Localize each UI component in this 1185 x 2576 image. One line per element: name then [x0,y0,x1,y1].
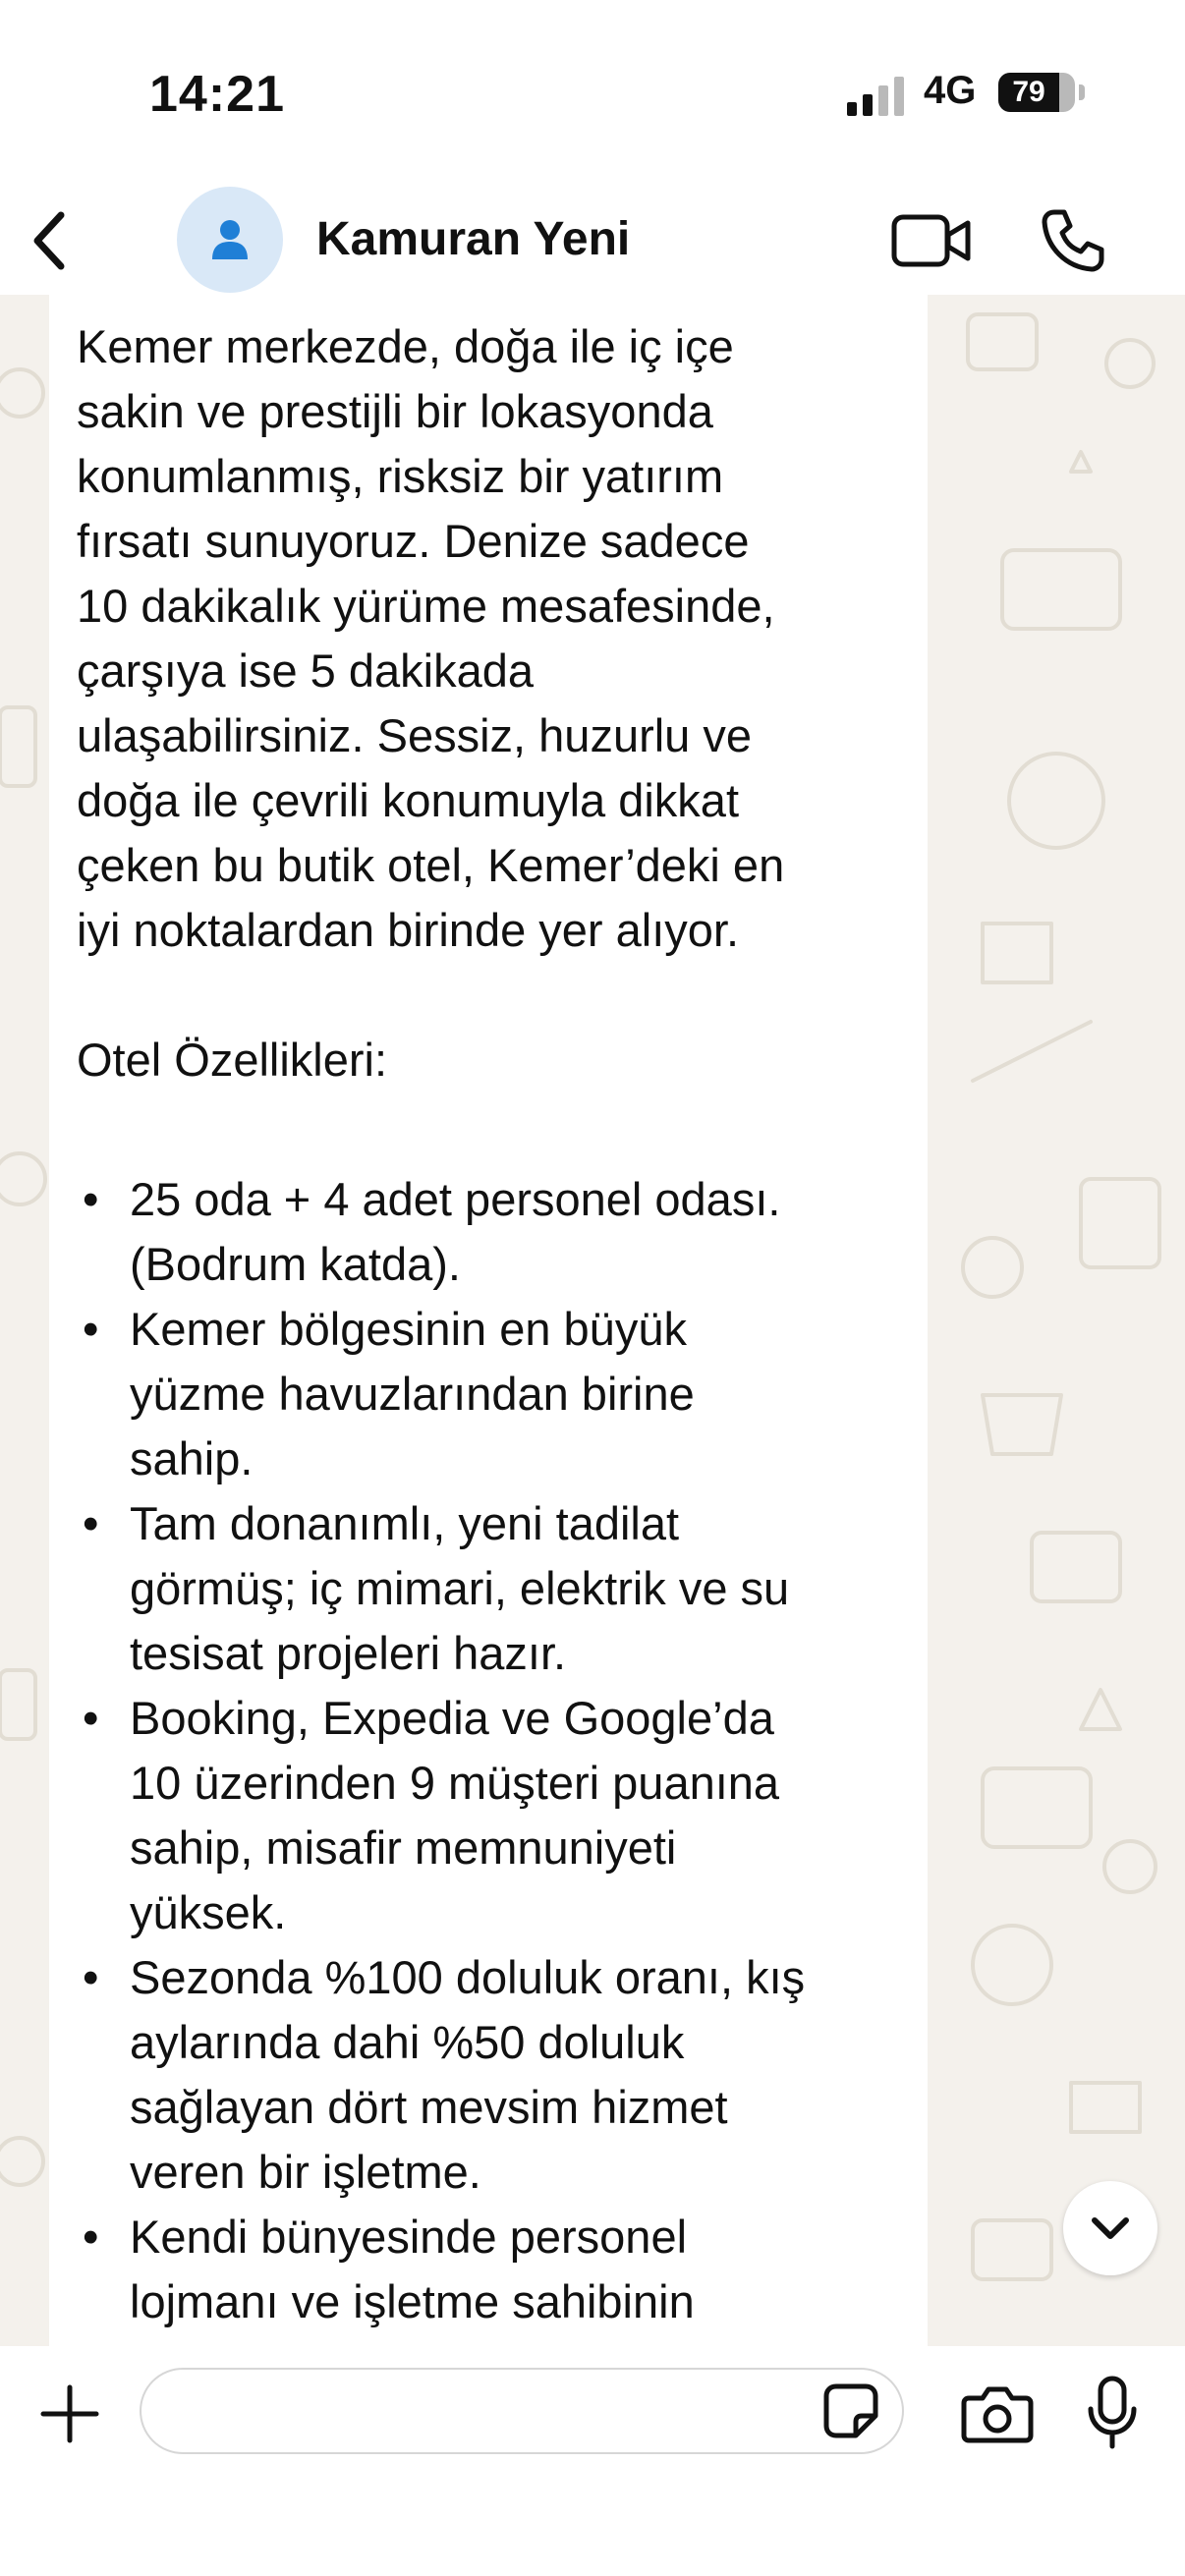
message-line: 10 dakikalık yürüme mesafesinde, [77,580,775,632]
feature-line: aylarında dahi %50 doluluk [130,2016,685,2068]
battery-cap [1079,84,1085,100]
bullet: • [83,1692,99,1744]
feature-line: tesisat projeleri hazır. [130,1627,567,1679]
message-line: çarşıya ise 5 dakikada [77,644,535,697]
home-indicator [413,2543,772,2554]
features-heading: Otel Özellikleri: [77,1034,388,1086]
back-button[interactable] [20,196,79,285]
feature-line: Booking, Expedia ve Google’da [130,1692,774,1744]
chat-area[interactable] [0,295,1185,2346]
message-line: doğa ile çevrili konumuyla dikkat [77,774,739,826]
feature-list [77,1167,902,2334]
scroll-to-bottom-button[interactable] [1063,2181,1157,2275]
phone-icon [1041,208,1105,273]
network-type: 4G [924,69,977,112]
message-line: sakin ve prestijli bir lokasyonda [77,385,713,437]
feature-line: 25 oda + 4 adet personel odası. [130,1173,781,1225]
status-time: 14:21 [149,66,285,123]
bullet: • [83,1497,99,1549]
chat-header [0,187,1185,295]
attach-button[interactable] [29,2374,110,2454]
bullet: • [83,2211,99,2263]
message-line: çeken bu butik otel, Kemer’deki en [77,839,785,891]
message-input-bar [0,2346,1185,2576]
chevron-left-icon [29,209,69,272]
sticker-button[interactable] [814,2372,888,2450]
battery-icon [998,73,1075,112]
battery-percentage: 79 [1012,76,1045,108]
feature-item [77,1167,902,1297]
message-line: Kemer merkezde, doğa ile iç içe [77,320,734,372]
message-bubble[interactable] [49,295,928,2346]
feature-line: görmüş; iç mimari, elektrik ve su [130,1562,790,1614]
feature-item [77,1945,902,2205]
feature-line: yüzme havuzlarından birine [130,1368,695,1420]
contact-avatar[interactable] [177,187,283,293]
camera-button[interactable] [953,2374,1042,2454]
feature-line: yüksek. [130,1886,287,1938]
feature-line: lojmanı ve işletme sahibinin [130,2275,695,2327]
feature-item [77,1491,902,1686]
sticker-icon [822,2382,879,2439]
message-line: fırsatı sunuyoruz. Denize sadece [77,515,750,567]
microphone-button[interactable] [1075,2366,1150,2460]
feature-item [77,1686,902,1945]
video-call-button[interactable] [888,196,975,285]
message-paragraph [77,314,902,963]
chevron-down-icon [1089,2214,1132,2242]
feature-line: sağlayan dört mevsim hizmet [130,2081,728,2133]
feature-line: sahip. [130,1432,254,1484]
signal-strength-icon [847,77,906,116]
message-line: konumlanmış, risksiz bir yatırım [77,450,724,502]
feature-line: Kemer bölgesinin en büyük [130,1303,687,1355]
voice-call-button[interactable] [1032,196,1114,285]
status-bar [0,0,1185,187]
feature-line: Kendi bünyesinde personel [130,2211,688,2263]
feature-line: Tam donanımlı, yeni tadilat [130,1497,680,1549]
camera-icon [961,2384,1034,2443]
person-icon [210,218,250,261]
message-line: ulaşabilirsiniz. Sessiz, huzurlu ve [77,709,753,761]
microphone-icon [1086,2376,1139,2450]
feature-line: Sezonda %100 doluluk oranı, kış [130,1951,806,2003]
feature-item [77,1297,902,1491]
message-input[interactable] [140,2368,904,2454]
bullet: • [83,1173,99,1225]
feature-item [77,2205,902,2334]
bullet: • [83,1303,99,1355]
feature-line: sahip, misafir memnuniyeti [130,1821,677,1874]
feature-line: veren bir işletme. [130,2146,481,2198]
feature-line: 10 üzerinden 9 müşteri puanına [130,1757,780,1809]
message-line: iyi noktalardan birinde yer alıyor. [77,904,740,956]
contact-name[interactable]: Kamuran Yeni [316,213,631,265]
bullet: • [83,1951,99,2003]
video-camera-icon [891,213,972,268]
plus-icon [39,2383,100,2444]
feature-line: (Bodrum katda). [130,1238,461,1290]
